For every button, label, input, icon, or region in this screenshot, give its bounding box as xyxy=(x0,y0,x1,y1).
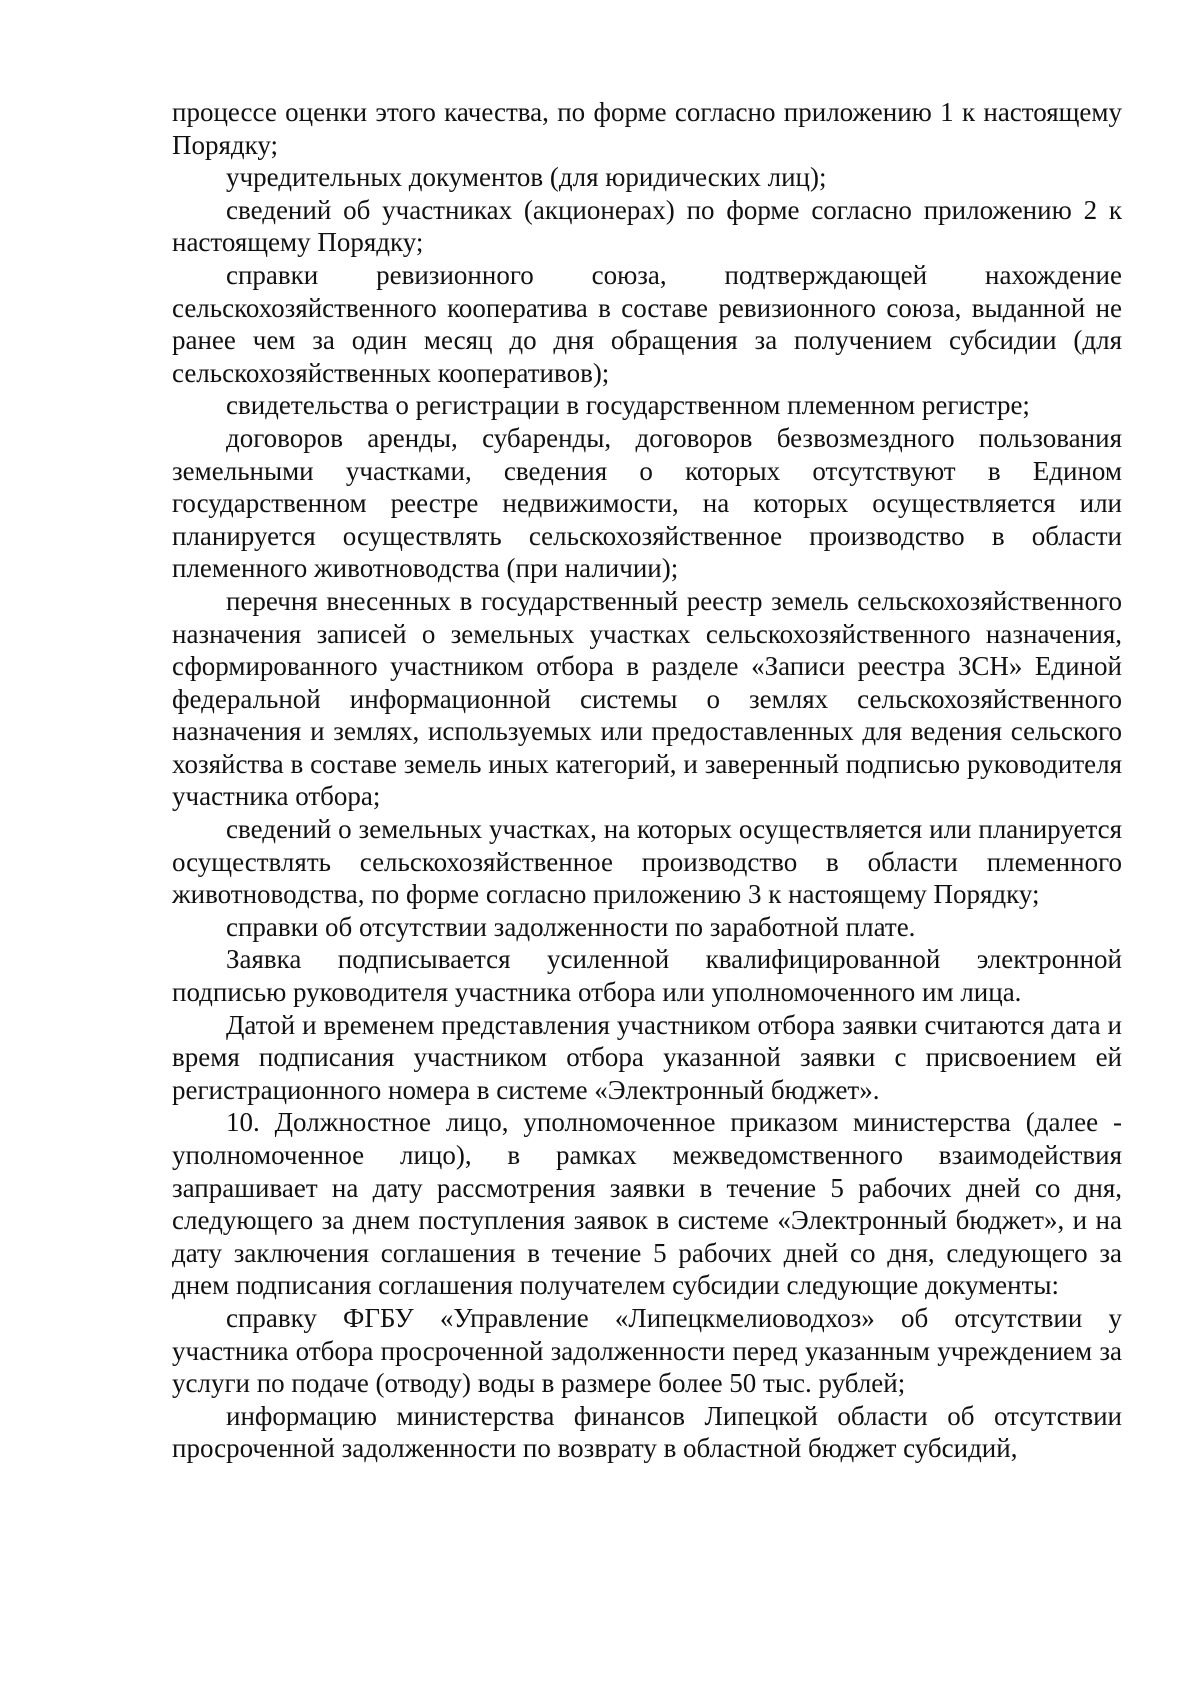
paragraph-land-register-records: перечня внесенных в государственный реестр земель сельскохозяйственного назначения записей о земельных участках сельскохозяйственного назначения, сформированного участником отбора в разделе «Записи реестра ЗСН» Единой федеральной информационной системы о землях сельскохозяйственного назначения и землях, используемых или предоставленных для ведения сельского хозяйства в составе земель иных категорий, и заверенный подписью руководителя участника отбора; xyxy=(172,585,1122,812)
paragraph-item-10: 10. Должностное лицо, уполномоченное приказом министерства (далее - уполномоченное лицо), в рамках межведомственного взаимодействия запрашивает на дату рассмотрения заявки в течение 5 рабочих дней со дня, следующего за днем поступления заявок в системе «Электронный бюджет», и на дату заключения соглашения в течение 5 рабочих дней со дня, следующего за днем подписания соглашения получателем субсидии следующие документы: xyxy=(172,1107,1122,1301)
paragraph-water-debt-certificate: справку ФГБУ «Управление «Липецкмелиоводхоз» об отсутствии у участника отбора просроченной задолженности перед указанным учреждением за услуги по подаче (отводу) воды в размере более 50 тыс. рублей; xyxy=(172,1302,1122,1399)
paragraph-submission-date: Датой и временем представления участником отбора заявки считаются дата и время подписания участником отбора указанной заявки с присвоением ей регистрационного номера в системе «Электронный бюджет». xyxy=(172,1009,1122,1105)
document-body xyxy=(172,96,1122,1465)
paragraph-salary-debt-certificate: справки об отсутствии задолженности по заработной плате. xyxy=(226,911,916,942)
paragraph-founding-documents: учредительных документов (для юридических лиц); xyxy=(226,162,827,193)
paragraph-quality-assessment: процессе оценки этого качества, по форме согласно приложению 1 к настоящему Порядку; xyxy=(172,97,1122,160)
paragraph-lease-agreements: договоров аренды, субаренды, договоров безвозмездного пользования земельными участками, сведения о которых отсутствуют в Едином государственном реестре недвижимости, на которых осуществляется или планируется осуществлять сельскохозяйственное производство в области племенного животноводства (при наличии); xyxy=(172,422,1122,584)
paragraph-shareholders-info: сведений об участниках (акционерах) по форме согласно приложению 2 к настоящему Порядку; xyxy=(172,194,1122,258)
paragraph-finance-ministry-info: информацию министерства финансов Липецкой области об отсутствии просроченной задолженности по возврату в областной бюджет субсидий, xyxy=(172,1400,1122,1464)
paragraph-audit-union-certificate: справки ревизионного союза, подтверждающей нахождение сельскохозяйственного кооператива в составе ревизионного союза, выданной не ранее чем за один месяц до дня обращения за получением субсидии (для сельскохозяйственных кооперативов); xyxy=(172,259,1122,388)
paragraph-breeding-register-certificate: свидетельства о регистрации в государственном племенном регистре; xyxy=(226,390,1030,421)
paragraph-application-signature: Заявка подписывается усиленной квалифицированной электронной подписью руководителя участника отбора или уполномоченного им лица. xyxy=(172,944,1122,1008)
paragraph-land-plots-info: сведений о земельных участках, на которых осуществляется или планируется осуществлять сельскохозяйственное производство в области племенного животноводства, по форме согласно приложению 3 к настоящему Порядку; xyxy=(172,814,1122,910)
